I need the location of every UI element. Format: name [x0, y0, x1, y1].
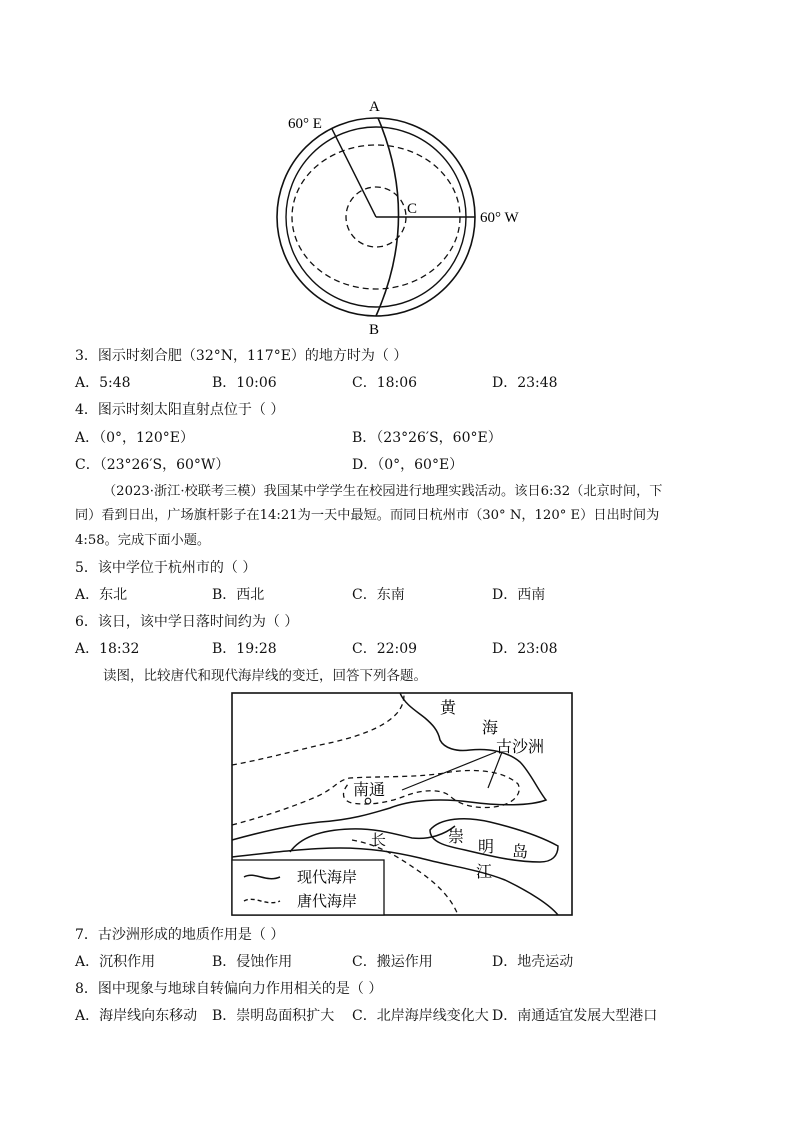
- q5-option-d[interactable]: D．西南: [492, 587, 546, 603]
- label-jiang: 江: [476, 862, 493, 881]
- q3-option-b[interactable]: B．10:06: [212, 375, 277, 391]
- q5-option-c[interactable]: C．东南: [352, 587, 405, 603]
- q4-option-c[interactable]: C．（23°26′S，60°W）: [75, 457, 230, 473]
- label-60w: 60° W: [480, 210, 519, 226]
- q6-stem: 6．该日，该中学日落时间约为（ ）: [75, 614, 299, 630]
- label-huang: 黄: [440, 698, 457, 717]
- q8-option-d[interactable]: D．南通适宜发展大型港口: [492, 1008, 658, 1024]
- q3-option-c[interactable]: C．18:06: [352, 375, 418, 391]
- legend-modern-label: 现代海岸: [297, 868, 358, 886]
- polar-diagram: [270, 95, 540, 340]
- q3-option-a[interactable]: A．5:48: [75, 375, 131, 391]
- q8-stem: 8．图中现象与地球自转偏向力作用相关的是（ ）: [75, 981, 383, 997]
- passage1-line3: 4:58。完成下面小题。: [75, 533, 211, 548]
- label-chang: 长: [371, 831, 387, 849]
- q6-option-b[interactable]: B．19:28: [212, 641, 277, 657]
- legend-tang-label: 唐代海岸: [297, 892, 358, 910]
- label-gushazhou: 古沙洲: [496, 737, 545, 756]
- q7-option-a[interactable]: A．沉积作用: [75, 954, 156, 970]
- q5-stem: 5．该中学位于杭州市的（ ）: [75, 560, 257, 576]
- q7-option-c[interactable]: C．搬运作用: [352, 954, 433, 970]
- meridian-60e: [332, 129, 376, 217]
- q8-option-a[interactable]: A．海岸线向东移动: [75, 1008, 198, 1024]
- q6-option-c[interactable]: C．22:09: [352, 641, 418, 657]
- q4-option-a[interactable]: A．（0°，120°E）: [75, 430, 194, 446]
- label-nantong: 南通: [353, 780, 386, 799]
- q7-option-d[interactable]: D．地壳运动: [492, 954, 574, 970]
- q4-option-b[interactable]: B．（23°26′S，60°E）: [352, 430, 502, 446]
- q8-option-b[interactable]: B．崇明岛面积扩大: [212, 1008, 335, 1024]
- label-c: C: [407, 201, 418, 217]
- nantong-marker: [365, 798, 371, 804]
- label-ming: 明: [478, 837, 495, 856]
- q3-option-d[interactable]: D．23:48: [492, 375, 558, 391]
- q4-stem: 4．图示时刻太阳直射点位于（ ）: [75, 402, 285, 418]
- label-hai: 海: [482, 718, 499, 737]
- label-60e: 60° E: [288, 116, 322, 132]
- q5-option-a[interactable]: A．东北: [75, 587, 128, 603]
- label-dao: 岛: [512, 842, 529, 861]
- passage1-line1: （2023·浙江·校联考三模）我国某中学学生在校园进行地理实践活动。该日6:32（北京时间，下: [103, 484, 663, 499]
- label-a: A: [369, 99, 380, 115]
- label-chong: 崇: [448, 827, 465, 846]
- passage1-line2: 同）看到日出，广场旗杆影子在14:21为一天中最短。而同日杭州市（30° N，120° E）日出时间为: [75, 508, 660, 523]
- q6-option-d[interactable]: D．23:08: [492, 641, 558, 657]
- passage2-intro: 读图，比较唐代和现代海岸线的变迁，回答下列各题。: [103, 668, 427, 684]
- label-b: B: [369, 322, 380, 338]
- q6-option-a[interactable]: A．18:32: [75, 641, 140, 657]
- q7-option-b[interactable]: B．侵蚀作用: [212, 954, 293, 970]
- q8-option-c[interactable]: C．北岸海岸线变化大: [352, 1008, 489, 1024]
- q5-option-b[interactable]: B．西北: [212, 587, 265, 603]
- q3-stem: 3．图示时刻合肥（32°N，117°E）的地方时为（ ）: [75, 348, 408, 364]
- coastline-map: [228, 690, 576, 920]
- q7-stem: 7．古沙洲形成的地质作用是（ ）: [75, 927, 285, 943]
- q4-option-d[interactable]: D．（0°，60°E）: [352, 457, 464, 473]
